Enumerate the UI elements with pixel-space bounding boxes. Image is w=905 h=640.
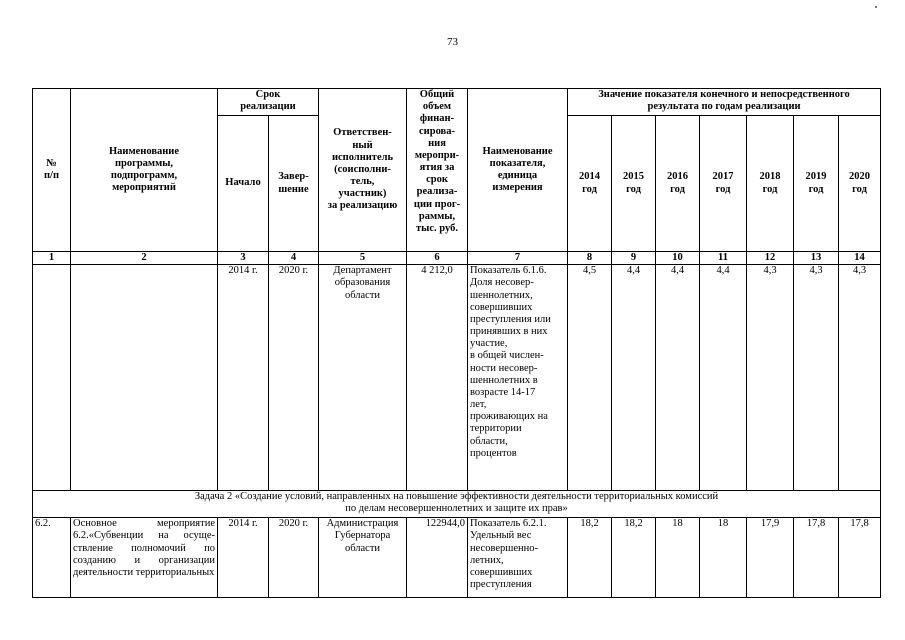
row-value: 4,4 (656, 265, 700, 491)
column-number: 6 (407, 252, 468, 265)
column-number: 7 (468, 252, 568, 265)
row-value: 18 (700, 518, 747, 598)
row-executor: Департамент образования области (319, 265, 407, 491)
header-funding: Общий объем финан- сирова- ния меропри- ятия за срок реализа- ции прог- раммы, тыс. руб. (407, 89, 468, 252)
column-number: 5 (319, 252, 407, 265)
header-row-1 (33, 89, 881, 116)
column-number: 14 (839, 252, 881, 265)
column-number: 3 (218, 252, 269, 265)
column-number: 12 (747, 252, 794, 265)
header-year: 2018 год (747, 116, 794, 252)
row-value: 4,4 (612, 265, 656, 491)
row-program-name: Основное мероприятие 6.2.«Субвенции на осуще-ствление полномочий по созданию и организации деятельности территориальных (71, 518, 218, 598)
row-value: 4,3 (839, 265, 881, 491)
row-value: 4,4 (700, 265, 747, 491)
scan-mark (875, 6, 877, 8)
row-value: 4,3 (747, 265, 794, 491)
header-executor: Ответствен- ный исполнитель (соисполни- тель, участник) за реализацию (319, 89, 407, 252)
row-indicator: Показатель 6.1.6. Доля несовер- шеннолетних, совершивших преступления или принявших в них участие, в общей числен- ности несовер- шеннолетних в возрасте 14-17 лет, проживающих на территории области, процентов (468, 265, 568, 491)
row-executor: Администрация Губернатора области (319, 518, 407, 598)
column-number: 10 (656, 252, 700, 265)
row-funding: 4 212,0 (407, 265, 468, 491)
row-end: 2020 г. (269, 265, 319, 491)
header-term: Срок реализации (218, 89, 319, 116)
row-indicator: Показатель 6.2.1. Удельный вес несовершенно- летних, совершивших преступления (468, 518, 568, 598)
header-year: 2016 год (656, 116, 700, 252)
column-number: 2 (71, 252, 218, 265)
column-number: 9 (612, 252, 656, 265)
row-start: 2014 г. (218, 518, 269, 598)
row-value: 4,3 (794, 265, 839, 491)
program-table (32, 88, 881, 598)
row-value: 17,9 (747, 518, 794, 598)
row-value: 18,2 (612, 518, 656, 598)
column-number-row (33, 252, 881, 265)
row-funding: 122944,0 (407, 518, 468, 598)
row-start: 2014 г. (218, 265, 269, 491)
column-number: 13 (794, 252, 839, 265)
column-number: 1 (33, 252, 71, 265)
row-num (33, 265, 71, 491)
header-year: 2014 год (568, 116, 612, 252)
task-row (33, 491, 881, 518)
header-year: 2015 год (612, 116, 656, 252)
row-value: 17,8 (794, 518, 839, 598)
header-indicator: Наименование показателя, единица измерения (468, 89, 568, 252)
header-program-name: Наименование программы, подпрограмм, мероприятий (71, 89, 218, 252)
row-value: 18,2 (568, 518, 612, 598)
row-value: 18 (656, 518, 700, 598)
task-title: Задача 2 «Создание условий, направленных на повышение эффективности деятельности территориальных комиссий по делам несовершеннолетних и защите их прав» (33, 491, 881, 518)
header-num: № п/п (33, 89, 71, 252)
column-number: 4 (269, 252, 319, 265)
row-num: 6.2. (33, 518, 71, 598)
header-year: 2019 год (794, 116, 839, 252)
header-year: 2020 год (839, 116, 881, 252)
header-values-group: Значение показателя конечного и непосредственного результата по годам реализации (568, 89, 881, 116)
table-row (33, 518, 881, 598)
row-end: 2020 г. (269, 518, 319, 598)
row-value: 17,8 (839, 518, 881, 598)
column-number: 8 (568, 252, 612, 265)
header-end: Завер- шение (269, 116, 319, 252)
column-number: 11 (700, 252, 747, 265)
header-year: 2017 год (700, 116, 747, 252)
header-start: Начало (218, 116, 269, 252)
page-number: 73 (447, 36, 458, 48)
row-value: 4,5 (568, 265, 612, 491)
row-program-name (71, 265, 218, 491)
table-row (33, 265, 881, 491)
